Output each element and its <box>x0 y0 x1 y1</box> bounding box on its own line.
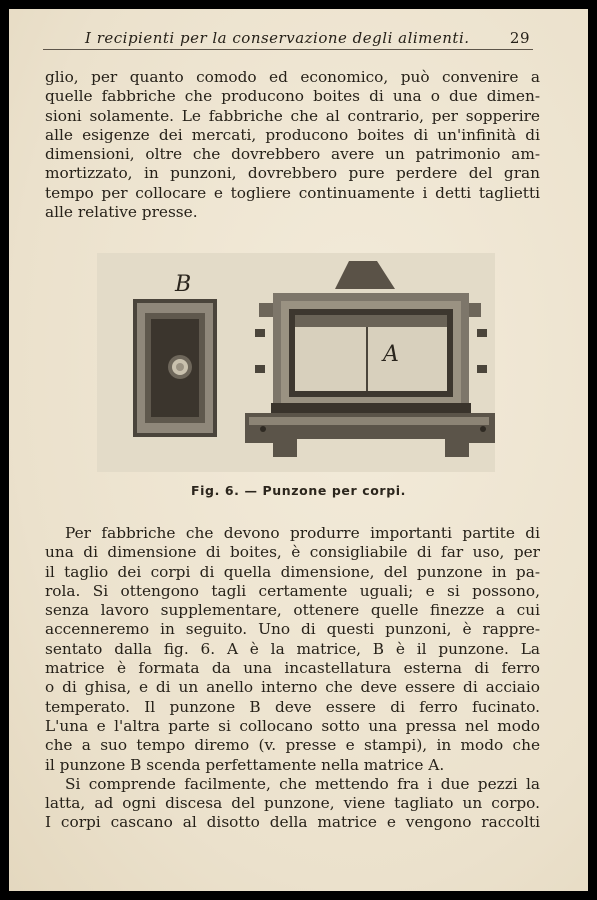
text-line: rola. Si ottengono tagli certamente uguali; e si possono, <box>45 581 540 600</box>
text-line: matrice è formata da una incastellatura esterna di ferro <box>45 659 540 678</box>
text-line: che a suo tempo diremo (v. presse e stampi), in modo che <box>45 736 540 755</box>
text-line: sioni solamente. Le fabbriche che al contrario, per sopperire <box>45 106 540 125</box>
text-line: dimensioni, oltre che dovrebbero avere un patrimonio am- <box>45 145 540 164</box>
figure-punch-and-die <box>97 253 495 472</box>
page-number: 29 <box>509 29 530 47</box>
text-line: o di ghisa, e di un anello interno che deve essere di acciaio <box>45 678 540 697</box>
paragraph-2 <box>45 524 540 833</box>
text-line: accenneremo in seguito. Uno di questi punzoni, è rappre- <box>45 620 540 639</box>
text-line: alle relative presse. <box>45 203 198 222</box>
label-b: B <box>175 272 192 297</box>
text-line: I corpi cascano al disotto della matrice e vengono raccolti <box>45 813 540 832</box>
text-line: una di dimensione di boites, è consigliabile di far uso, per <box>45 543 540 562</box>
text-line: Per fabbriche che devono produrre importanti partite di <box>65 524 540 542</box>
figure-caption: Fig. 6. — Punzone per corpi. <box>191 483 406 498</box>
text-line: glio, per quanto comodo ed economico, può convenire a <box>45 68 540 86</box>
header-rule <box>43 49 533 50</box>
text-line: sentato dalla fig. 6. A è la matrice, B è il punzone. La <box>45 639 540 658</box>
text-line: tempo per collocare e togliere continuamente i detti taglietti <box>45 183 540 202</box>
label-a: A <box>383 342 399 367</box>
text-line: latta, ad ogni discesa del punzone, viene tagliato un corpo. <box>45 794 540 813</box>
running-title: I recipienti per la conservazione degli alimenti. <box>85 29 470 47</box>
punch-b <box>133 299 217 437</box>
text-line: il taglio dei corpi di quella dimensione, del punzone in pa- <box>45 562 540 581</box>
text-line: il punzone B scenda perfettamente nella matrice A. <box>45 755 445 774</box>
text-line: L'una e l'altra parte si collocano sotto una pressa nel modo <box>45 716 540 735</box>
text-line: senza lavoro supplementare, ottenere quelle finezze a cui <box>45 601 540 620</box>
text-line: alle esigenze dei mercati, producono boites di un'infinità di <box>45 125 540 144</box>
text-line: temperato. Il punzone B deve essere di ferro fucinato. <box>45 697 540 716</box>
text-line: quelle fabbriche che producono boites di una o due dimen- <box>45 87 540 106</box>
punch-and-die-illustration <box>97 253 495 472</box>
book-page <box>9 9 588 891</box>
paragraph-1 <box>45 68 540 222</box>
text-line: Si comprende facilmente, che mettendo fra i due pezzi la <box>65 774 540 793</box>
running-head <box>85 29 530 47</box>
text-line: mortizzato, in punzoni, dovrebbero pure perdere del gran <box>45 164 540 183</box>
